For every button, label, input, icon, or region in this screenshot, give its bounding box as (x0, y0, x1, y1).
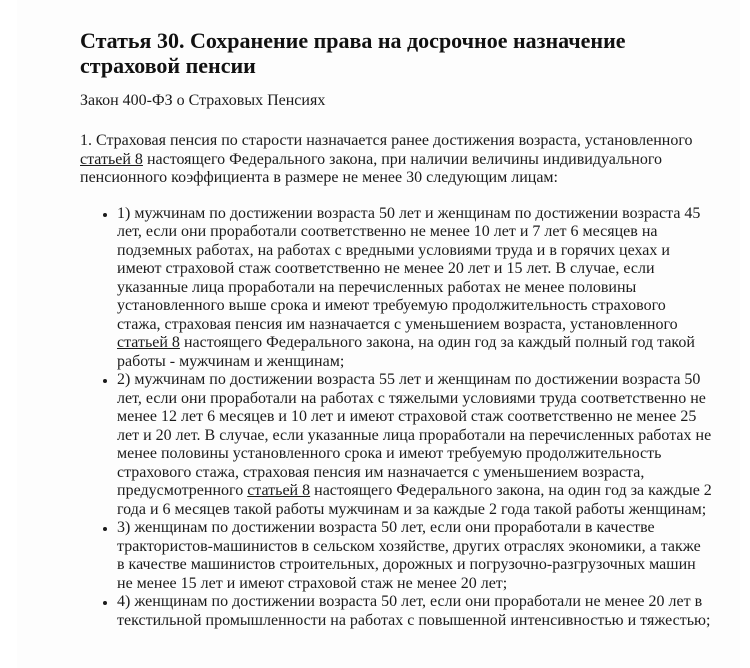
text-segment: 2) мужчинам по достижении возраста 55 лет и женщинам по достижении возраста 50 лет, если они проработали на работах с тяжелыми условиями труда соответственно не менее 12 лет 6 месяцев и 10 лет и имеют страховой стаж соответственно не менее 25 лет и 20 лет. В случае, если указанные лица проработали на перечисленных работах не менее половины установленного срока и имеют требуемую продолжительность страхового стажа, страховая пенсия им назначается с уменьшением возраста, предусмотренного (117, 371, 712, 499)
list-item-2 (117, 371, 712, 519)
conditions-list (80, 205, 712, 631)
text-segment: настоящего Федерального закона, на один год за каждый полный год такой работы - мужчинам и женщинам; (117, 334, 695, 370)
text-segment: 1) мужчинам по достижении возраста 50 лет и женщинам по достижении возраста 45 лет, если они проработали соответственно не менее 10 лет и 7 лет 6 месяцев на подземных работах, на работах с вредными условиями труда и в горячих цехах и имеют страховой стаж соответственно не менее 20 лет и 15 лет. В случае, если указанные лица проработали на перечисленных работах не менее половины установленного выше срока и имеют требуемую продолжительность страхового стажа, страховая пенсия им назначается с уменьшением возраста, установленного (117, 204, 701, 333)
article-8-link[interactable]: статьей 8 (80, 150, 143, 168)
text-segment: 3) женщинам по достижении возраста 50 лет, если они проработали в качестве трактористов-машинистов в сельском хозяйстве, других отраслях экономики, а также в качестве машинистов строительных, дорожных и погрузочно-разгрузочных машин не менее 15 лет и имеют страховой стаж не менее 20 лет; (117, 519, 701, 592)
article-8-link[interactable]: статьей 8 (117, 334, 180, 351)
article-8-link[interactable]: статьей 8 (247, 482, 311, 499)
text-segment: 4) женщинам по достижении возраста 50 лет, если они проработали не менее 20 лет в текстильной промышленности на работах с повышенной интенсивностью и тяжестью; (117, 593, 711, 629)
list-item-1 (117, 205, 712, 372)
document-page (17, 0, 740, 668)
text-segment: настоящего Федерального закона, на один год за каждые 2 года и 6 месяцев такой работы мужчинам и за каждые 2 года такой работы женщинам; (117, 482, 712, 518)
intro-paragraph (80, 132, 712, 188)
list-item-4 (117, 593, 712, 630)
list-item-3 (117, 519, 712, 593)
article-title: Статья 30. Сохранение права на досрочное назначение страховой пенсии (80, 28, 626, 78)
text-segment: 1. Страховая пенсия по старости назначается ранее достижения возраста, установленного (80, 132, 693, 149)
law-reference: Закон 400-ФЗ о Страховых Пенсиях (80, 92, 326, 109)
text-segment: настоящего Федерального закона, при наличии величины индивидуального пенсионного коэффициента в размере не менее 30 следующим лицам: (80, 150, 662, 186)
